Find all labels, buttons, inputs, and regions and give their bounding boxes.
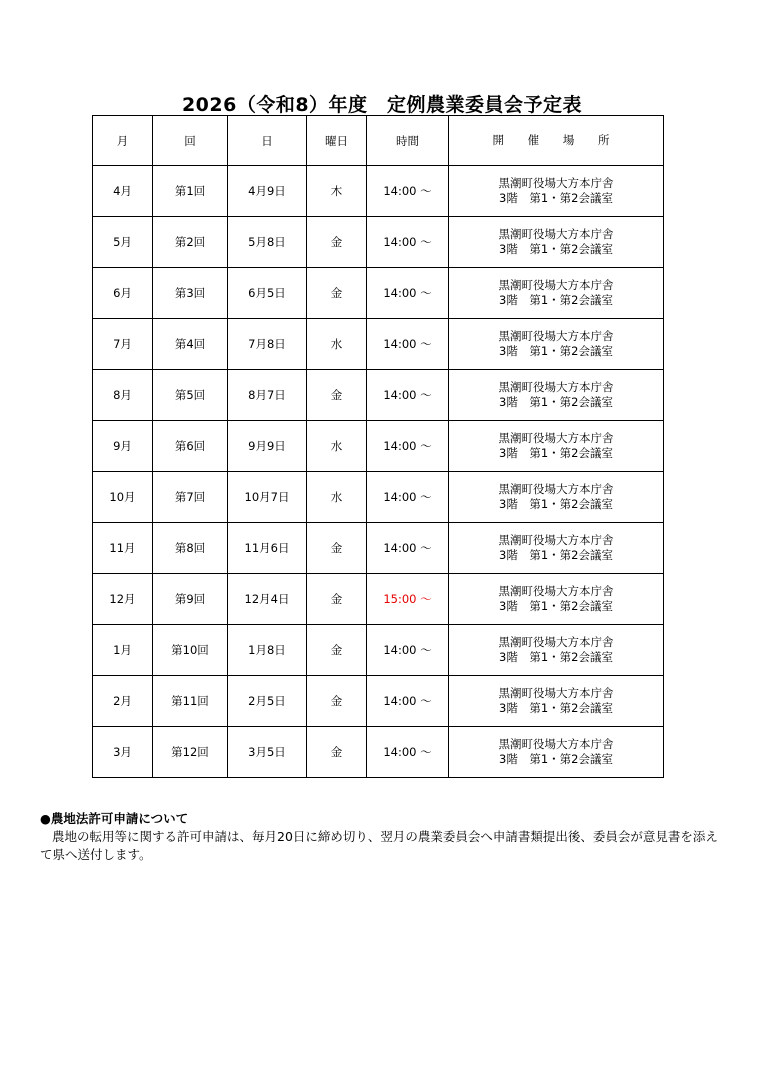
- cell-place: [449, 421, 664, 472]
- table-row: [93, 268, 664, 319]
- cell-time: 14:00 ～: [367, 523, 449, 574]
- table-row: [93, 421, 664, 472]
- notice-section: [40, 810, 730, 864]
- cell-date: 1月8日: [228, 625, 307, 676]
- notice-heading: ●農地法許可申請について: [40, 811, 189, 826]
- cell-date: 11月6日: [228, 523, 307, 574]
- cell-time: 14:00 ～: [367, 268, 449, 319]
- cell-month: 3月: [93, 727, 153, 778]
- cell-time: 14:00 ～: [367, 472, 449, 523]
- cell-day-of-week: 木: [307, 166, 367, 217]
- cell-place: [449, 574, 664, 625]
- place-building: 黒潮町役場大方本庁舎: [498, 227, 614, 241]
- page-title: 2026（令和8）年度 定例農業委員会予定表: [181, 94, 583, 116]
- place-room: 3階 第1・第2会議室: [499, 242, 613, 256]
- place-room: 3階 第1・第2会議室: [499, 701, 613, 715]
- place-building: 黒潮町役場大方本庁舎: [498, 380, 614, 394]
- cell-round: 第12回: [153, 727, 228, 778]
- table-row: [93, 523, 664, 574]
- place-building: 黒潮町役場大方本庁舎: [498, 737, 614, 751]
- cell-date: 9月9日: [228, 421, 307, 472]
- cell-month: 10月: [93, 472, 153, 523]
- cell-round: 第3回: [153, 268, 228, 319]
- cell-round: 第6回: [153, 421, 228, 472]
- cell-round: 第1回: [153, 166, 228, 217]
- place-building: 黒潮町役場大方本庁舎: [498, 482, 614, 496]
- cell-date: 10月7日: [228, 472, 307, 523]
- cell-round: 第9回: [153, 574, 228, 625]
- cell-day-of-week: 金: [307, 217, 367, 268]
- header-time: 時間: [367, 116, 449, 166]
- cell-date: 4月9日: [228, 166, 307, 217]
- notice-body: 農地の転用等に関する許可申請は、毎月20日に締め切り、翌月の農業委員会へ申請書類提出後、委員会が意見書を添えて県へ送付します。: [40, 829, 718, 862]
- header-month: 月: [93, 116, 153, 166]
- cell-time: 14:00 ～: [367, 421, 449, 472]
- cell-date: 8月7日: [228, 370, 307, 421]
- place-room: 3階 第1・第2会議室: [499, 650, 613, 664]
- cell-place: [449, 625, 664, 676]
- cell-month: 5月: [93, 217, 153, 268]
- cell-date: 7月8日: [228, 319, 307, 370]
- cell-round: 第11回: [153, 676, 228, 727]
- cell-day-of-week: 金: [307, 523, 367, 574]
- cell-month: 8月: [93, 370, 153, 421]
- cell-month: 7月: [93, 319, 153, 370]
- cell-month: 9月: [93, 421, 153, 472]
- header-round: 回: [153, 116, 228, 166]
- cell-day-of-week: 水: [307, 319, 367, 370]
- cell-time: 14:00 ～: [367, 370, 449, 421]
- cell-month: 1月: [93, 625, 153, 676]
- cell-day-of-week: 水: [307, 421, 367, 472]
- cell-date: 3月5日: [228, 727, 307, 778]
- cell-time: 14:00 ～: [367, 166, 449, 217]
- cell-place: [449, 472, 664, 523]
- cell-month: 2月: [93, 676, 153, 727]
- table-row: [93, 370, 664, 421]
- cell-round: 第5回: [153, 370, 228, 421]
- place-room: 3階 第1・第2会議室: [499, 752, 613, 766]
- cell-round: 第7回: [153, 472, 228, 523]
- cell-date: 5月8日: [228, 217, 307, 268]
- place-room: 3階 第1・第2会議室: [499, 344, 613, 358]
- place-building: 黒潮町役場大方本庁舎: [498, 431, 614, 445]
- table-row: [93, 319, 664, 370]
- place-building: 黒潮町役場大方本庁舎: [498, 176, 614, 190]
- cell-date: 6月5日: [228, 268, 307, 319]
- cell-time: 15:00 ～: [367, 574, 449, 625]
- place-building: 黒潮町役場大方本庁舎: [498, 635, 614, 649]
- cell-place: [449, 523, 664, 574]
- table-row: [93, 727, 664, 778]
- place-room: 3階 第1・第2会議室: [499, 293, 613, 307]
- place-room: 3階 第1・第2会議室: [499, 191, 613, 205]
- cell-round: 第10回: [153, 625, 228, 676]
- schedule-table: [92, 115, 664, 778]
- place-room: 3階 第1・第2会議室: [499, 599, 613, 613]
- cell-time: 14:00 ～: [367, 319, 449, 370]
- cell-month: 11月: [93, 523, 153, 574]
- cell-place: [449, 166, 664, 217]
- place-building: 黒潮町役場大方本庁舎: [498, 329, 614, 343]
- cell-day-of-week: 金: [307, 574, 367, 625]
- cell-month: 4月: [93, 166, 153, 217]
- place-room: 3階 第1・第2会議室: [499, 446, 613, 460]
- cell-date: 12月4日: [228, 574, 307, 625]
- table-row: [93, 625, 664, 676]
- place-room: 3階 第1・第2会議室: [499, 548, 613, 562]
- cell-date: 2月5日: [228, 676, 307, 727]
- cell-place: [449, 676, 664, 727]
- place-building: 黒潮町役場大方本庁舎: [498, 278, 614, 292]
- cell-day-of-week: 金: [307, 268, 367, 319]
- place-building: 黒潮町役場大方本庁舎: [498, 584, 614, 598]
- table-row: [93, 574, 664, 625]
- cell-place: [449, 370, 664, 421]
- place-building: 黒潮町役場大方本庁舎: [498, 686, 614, 700]
- cell-day-of-week: 金: [307, 676, 367, 727]
- cell-round: 第4回: [153, 319, 228, 370]
- cell-month: 12月: [93, 574, 153, 625]
- place-building: 黒潮町役場大方本庁舎: [498, 533, 614, 547]
- place-room: 3階 第1・第2会議室: [499, 497, 613, 511]
- cell-day-of-week: 金: [307, 727, 367, 778]
- table-row: [93, 676, 664, 727]
- place-room: 3階 第1・第2会議室: [499, 395, 613, 409]
- header-date: 日: [228, 116, 307, 166]
- cell-day-of-week: 水: [307, 472, 367, 523]
- cell-time: 14:00 ～: [367, 676, 449, 727]
- table-row: [93, 472, 664, 523]
- header-place: 開 催 場 所: [449, 116, 664, 166]
- table-row: [93, 217, 664, 268]
- cell-place: [449, 268, 664, 319]
- cell-place: [449, 217, 664, 268]
- header-day-of-week: 曜日: [307, 116, 367, 166]
- cell-time: 14:00 ～: [367, 625, 449, 676]
- cell-month: 6月: [93, 268, 153, 319]
- cell-time: 14:00 ～: [367, 217, 449, 268]
- cell-round: 第2回: [153, 217, 228, 268]
- cell-place: [449, 319, 664, 370]
- cell-time: 14:00 ～: [367, 727, 449, 778]
- table-row: [93, 166, 664, 217]
- cell-place: [449, 727, 664, 778]
- table-header-row: [93, 116, 664, 166]
- cell-day-of-week: 金: [307, 370, 367, 421]
- cell-round: 第8回: [153, 523, 228, 574]
- cell-day-of-week: 金: [307, 625, 367, 676]
